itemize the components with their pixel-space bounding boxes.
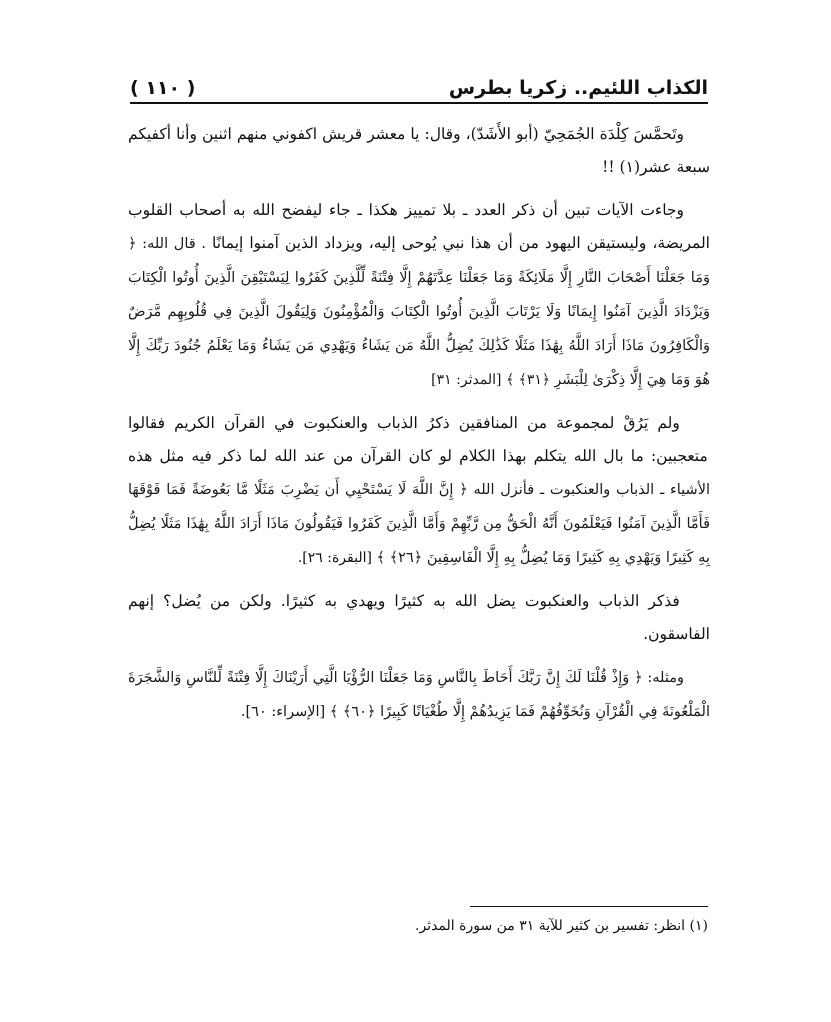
page-header: [130, 70, 708, 104]
text-line: متعجبين: ما بال الله يتكلم بهذا الكلام لو كان القرآن من عند الله لما ذكر فيه مثل هذه: [128, 447, 708, 465]
quran-verse: . قال الله: ﴿ وَمَا جَعَلْنَا أَصْحَابَ النَّارِ إِلَّا مَلَائِكَةً وَمَا جَعَلْنَا عِدَّتَهُمْ إِلَّا فِتْنَةً لِّلَّذِينَ كَفَرُوا لِيَسْتَيْقِنَ الَّذِينَ أُوتُوا: [128, 236, 710, 286]
quran-verse: فَمَا فَوْقَهَا فَأَمَّا الَّذِينَ آمَنُوا فَيَعْلَمُونَ أَنَّهُ الْحَقُّ مِن رَّبِّهِمْ وَأَمَّا الَّذِينَ كَفَرُوا فَيَقُولُونَ مَاذَا: [128, 482, 710, 532]
page-number: ( ١١٠ ): [130, 77, 196, 99]
paragraph: [128, 661, 710, 729]
paragraph: [128, 585, 710, 651]
quran-verse: أَرَادَ اللَّهُ بِهَٰذَا مَثَلًا يُضِلُّ بِهِ كَثِيرًا وَيَهْدِي بِهِ كَثِيرًا وَمَا يُضِلُّ بِهِ إِلَّا الْفَاسِقِينَ ﴿٢٦﴾ ﴾: [128, 516, 710, 566]
text-line: أكفيكم سبعة عشر(١) !!: [128, 125, 710, 176]
text-line: فذكر الذباب والعنكبوت يضل الله به كثيرًا ويهدي به كثيرًا. ولكن من يُضل؟ إنهم: [128, 592, 680, 610]
text-line: القلوب المريضة، وليستيقن اليهود من أن هذا نبي يُوحى إليه، ويزداد الذين آمنوا إيمانًا: [128, 201, 710, 252]
quran-verse: الأشياء ـ الذباب والعنكبوت ـ فأنزل الله ﴿ إِنَّ اللَّهَ لَا يَسْتَحْيِي أَن يَضْرِبَ مَثَلًا مَّا بَعُوضَةً: [185, 482, 711, 498]
verse-reference: لِلْبَشَرِ ﴿٣١﴾ ﴾ [المدثر: ٣١]: [431, 372, 588, 388]
text-line: الفاسقون.: [643, 625, 710, 643]
quran-verse: ومثله: ﴿ وَإِذْ قُلْنَا لَكَ إِنَّ رَبَّكَ أَحَاطَ بِالنَّاسِ وَمَا جَعَلْنَا الرُّؤْيَا الَّتِي أَرَيْنَاكَ إِلَّا فِتْنَةً لِّلنَّاسِ: [181, 670, 684, 686]
paragraph: [128, 118, 710, 184]
footnote-divider: [470, 906, 708, 907]
quran-verse: مَاذَا أَرَادَ اللَّهُ بِهَٰذَا مَثَلًا كَذَٰلِكَ يُضِلُّ اللَّهُ مَن يَشَاءُ وَيَهْدِي مَن يَشَاءُ وَمَا يَعْلَمُ جُنُودَ رَبِّكَ إِلَّا هُوَ وَمَا هِيَ إِلَّا ذِكْرَىٰ: [128, 338, 710, 388]
running-title: الكذاب اللئيم.. زكريا بطرس: [448, 77, 708, 99]
paragraph: [128, 194, 710, 397]
text-line: وتَحمَّسَ كِلْدَة الجُمَحِيّ (أبو الأَشَدّ)، وقال: يا معشر قريش اكفوني منهم اثنين وأنا: [171, 125, 684, 143]
paragraph: [128, 407, 710, 575]
verse-reference: [البقرة: ٢٦].: [297, 550, 372, 566]
quran-verse: وَالشَّجَرَةَ الْمَلْعُونَةَ فِي الْقُرْآنِ وَنُخَوِّفُهُمْ فَمَا يَزِيدُهُمْ إِلَّا طُغْيَانًا كَبِيرًا ﴿٦٠﴾ ﴾ [الإسراء: ٦٠].: [128, 670, 710, 720]
quran-verse: الْكِتَابَ وَيَزْدَادَ الَّذِينَ آمَنُوا إِيمَانًا وَلَا يَرْتَابَ الَّذِينَ أُوتُوا الْكِتَابَ وَالْمُؤْمِنُونَ وَلِيَقُولَ الَّذِينَ فِي قُلُوبِهِم مَّرَضٌ وَالْكَافِرُونَ: [128, 270, 710, 354]
footnote: (١) انظر: تفسير بن كثير للآية ٣١ من سورة المدثر.: [415, 918, 708, 934]
text-line: ولم يَرُقْ لمجموعة من المنافقين ذكرُ الذباب والعنكبوت في القرآن الكريم فقالوا: [128, 414, 680, 432]
text-line: وجاءت الآيات تبين أن ذكر العدد ـ بلا تمييز هكذا ـ جاء ليفضح الله به أصحاب: [172, 201, 684, 219]
main-text: [128, 118, 710, 739]
